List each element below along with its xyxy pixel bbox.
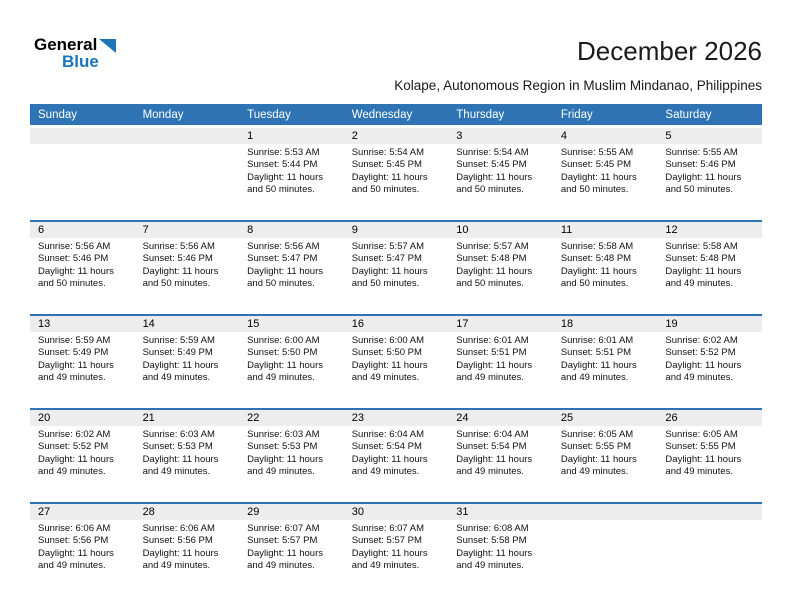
- info-line: Sunset: 5:55 PM: [560, 441, 632, 453]
- info-line: and 50 minutes.: [665, 184, 734, 196]
- weekday-header-wednesday: Wednesday: [351, 108, 413, 121]
- day-info: [135, 426, 240, 479]
- weekday-header-sunday: Sunday: [38, 108, 78, 121]
- info-line: Sunset: 5:48 PM: [560, 253, 632, 265]
- info-line: Sunset: 5:51 PM: [560, 347, 632, 359]
- day-number: 3: [448, 128, 553, 144]
- info-line: and 49 minutes.: [560, 372, 629, 384]
- info-line: and 49 minutes.: [38, 466, 106, 478]
- day-cell-empty: [135, 128, 240, 220]
- day-cell-31: [448, 504, 553, 596]
- day-cell-23: [344, 410, 449, 502]
- weekday-header-row: [30, 104, 762, 125]
- info-line: Sunset: 5:47 PM: [247, 253, 318, 265]
- day-info: [553, 238, 658, 291]
- day-info: [239, 144, 344, 197]
- day-info: [553, 144, 658, 197]
- info-line: Sunset: 5:57 PM: [247, 535, 318, 547]
- info-line: Sunrise: 5:54 AM: [351, 147, 425, 158]
- info-line: and 50 minutes.: [38, 278, 106, 290]
- day-info: [657, 332, 762, 385]
- info-line: Daylight: 11 hours: [142, 547, 219, 559]
- info-line: Sunset: 5:53 PM: [142, 441, 213, 453]
- day-number: 17: [448, 316, 553, 332]
- info-line: Daylight: 11 hours: [247, 265, 324, 277]
- day-number: 8: [239, 222, 344, 238]
- day-number: 11: [553, 222, 658, 238]
- info-line: Daylight: 11 hours: [247, 453, 324, 465]
- day-info: [553, 520, 658, 523]
- info-line: and 50 minutes.: [142, 278, 211, 290]
- day-info: [30, 144, 135, 147]
- info-line: Daylight: 11 hours: [456, 359, 533, 371]
- day-number: 6: [30, 222, 135, 238]
- day-number: 9: [344, 222, 449, 238]
- day-cell-26: [657, 410, 762, 502]
- day-info: [135, 520, 240, 573]
- info-line: Daylight: 11 hours: [38, 453, 114, 465]
- day-info: [553, 426, 658, 479]
- info-line: Sunrise: 6:08 AM: [456, 523, 529, 534]
- day-info: [239, 238, 344, 291]
- day-info: [553, 332, 658, 385]
- info-line: and 49 minutes.: [560, 466, 629, 478]
- info-line: Sunrise: 5:57 AM: [456, 241, 529, 252]
- day-cell-13: [30, 316, 135, 408]
- info-line: Sunset: 5:49 PM: [38, 347, 109, 359]
- info-line: Daylight: 11 hours: [560, 359, 637, 371]
- day-info: [239, 426, 344, 479]
- day-info: [135, 144, 240, 147]
- weekday-header-monday: Monday: [142, 108, 184, 121]
- day-cell-empty: [553, 504, 658, 596]
- week-row-3: [30, 314, 762, 408]
- day-number: [135, 128, 240, 144]
- info-line: Sunset: 5:52 PM: [38, 441, 109, 453]
- info-line: Daylight: 11 hours: [351, 265, 428, 277]
- info-line: Sunrise: 5:58 AM: [560, 241, 634, 252]
- info-line: Daylight: 11 hours: [247, 359, 324, 371]
- info-line: and 50 minutes.: [456, 278, 524, 290]
- day-number: [30, 128, 135, 144]
- day-cell-17: [448, 316, 553, 408]
- day-info: [448, 238, 553, 291]
- info-line: Daylight: 11 hours: [38, 359, 114, 371]
- info-line: Sunrise: 6:01 AM: [456, 335, 529, 346]
- day-cell-25: [553, 410, 658, 502]
- info-line: and 49 minutes.: [456, 372, 524, 384]
- day-info: [448, 144, 553, 197]
- day-info: [657, 238, 762, 291]
- week-row-1: [30, 128, 762, 220]
- day-number: 26: [657, 410, 762, 426]
- day-number: 1: [239, 128, 344, 144]
- day-number: 25: [553, 410, 658, 426]
- info-line: Sunset: 5:49 PM: [142, 347, 213, 359]
- weekday-header-thursday: Thursday: [456, 108, 505, 121]
- info-line: Sunrise: 6:04 AM: [456, 429, 529, 440]
- info-line: and 49 minutes.: [351, 372, 420, 384]
- day-cell-1: [239, 128, 344, 220]
- info-line: Sunrise: 5:54 AM: [456, 147, 529, 158]
- day-info: [239, 332, 344, 385]
- info-line: and 50 minutes.: [351, 278, 420, 290]
- logo-text-general: General: [34, 35, 98, 54]
- info-line: and 49 minutes.: [38, 560, 106, 572]
- info-line: Sunrise: 5:59 AM: [142, 335, 215, 346]
- day-info: [30, 426, 135, 479]
- day-number: 7: [135, 222, 240, 238]
- day-cell-12: [657, 222, 762, 314]
- info-line: Daylight: 11 hours: [142, 359, 219, 371]
- day-number: 29: [239, 504, 344, 520]
- day-info: [657, 144, 762, 197]
- info-line: Daylight: 11 hours: [665, 171, 742, 183]
- day-info: [30, 520, 135, 573]
- day-cell-9: [344, 222, 449, 314]
- info-line: Daylight: 11 hours: [560, 171, 637, 183]
- day-number: 27: [30, 504, 135, 520]
- day-cell-19: [657, 316, 762, 408]
- week-row-2: [30, 220, 762, 314]
- day-number: 10: [448, 222, 553, 238]
- day-number: 21: [135, 410, 240, 426]
- day-cell-11: [553, 222, 658, 314]
- weekday-header-saturday: Saturday: [665, 108, 712, 121]
- info-line: Daylight: 11 hours: [665, 453, 742, 465]
- page-subtitle: Kolape, Autonomous Region in Muslim Mindanao, Philippines: [394, 78, 762, 93]
- day-info: [30, 238, 135, 291]
- info-line: Sunrise: 6:00 AM: [351, 335, 425, 346]
- info-line: Sunrise: 6:01 AM: [560, 335, 634, 346]
- week-row-5: [30, 502, 762, 596]
- calendar-table: [30, 104, 762, 596]
- info-line: Sunrise: 6:04 AM: [351, 429, 425, 440]
- day-info: [657, 426, 762, 479]
- info-line: Daylight: 11 hours: [351, 171, 428, 183]
- day-cell-28: [135, 504, 240, 596]
- info-line: Sunrise: 6:05 AM: [560, 429, 634, 440]
- day-info: [344, 144, 449, 197]
- day-number: 31: [448, 504, 553, 520]
- info-line: Daylight: 11 hours: [38, 547, 114, 559]
- info-line: Sunrise: 5:55 AM: [665, 147, 738, 158]
- info-line: and 50 minutes.: [456, 184, 524, 196]
- day-number: 15: [239, 316, 344, 332]
- info-line: Sunset: 5:57 PM: [351, 535, 422, 547]
- info-line: Sunrise: 6:02 AM: [38, 429, 111, 440]
- info-line: Sunrise: 6:06 AM: [38, 523, 111, 534]
- calendar-weeks: [30, 128, 762, 596]
- day-info: [448, 426, 553, 479]
- day-info: [135, 238, 240, 291]
- weekday-header-friday: Friday: [560, 108, 593, 121]
- info-line: Sunset: 5:55 PM: [665, 441, 736, 453]
- info-line: and 49 minutes.: [142, 560, 211, 572]
- info-line: Sunset: 5:45 PM: [560, 159, 632, 171]
- info-line: Sunset: 5:51 PM: [456, 347, 527, 359]
- info-line: and 49 minutes.: [456, 560, 524, 572]
- day-cell-8: [239, 222, 344, 314]
- info-line: Sunrise: 6:07 AM: [351, 523, 425, 534]
- logo-triangle-icon: [99, 39, 116, 53]
- day-number: [553, 504, 658, 520]
- info-line: Sunrise: 5:56 AM: [142, 241, 215, 252]
- day-number: 18: [553, 316, 658, 332]
- info-line: and 49 minutes.: [142, 372, 211, 384]
- info-line: and 49 minutes.: [665, 278, 734, 290]
- info-line: Sunset: 5:48 PM: [456, 253, 527, 265]
- info-line: Sunset: 5:50 PM: [351, 347, 422, 359]
- page-title: December 2026: [577, 36, 762, 66]
- day-cell-4: [553, 128, 658, 220]
- info-line: Daylight: 11 hours: [665, 265, 742, 277]
- day-info: [344, 520, 449, 573]
- weekday-header-tuesday: Tuesday: [247, 108, 291, 121]
- day-number: 23: [344, 410, 449, 426]
- info-line: and 49 minutes.: [351, 466, 420, 478]
- info-line: Daylight: 11 hours: [456, 547, 533, 559]
- info-line: Daylight: 11 hours: [665, 359, 742, 371]
- day-info: [657, 520, 762, 523]
- day-cell-21: [135, 410, 240, 502]
- info-line: Sunset: 5:46 PM: [142, 253, 213, 265]
- info-line: and 49 minutes.: [665, 466, 734, 478]
- info-line: and 49 minutes.: [38, 372, 106, 384]
- day-cell-10: [448, 222, 553, 314]
- generalblue-logo: [34, 36, 116, 70]
- info-line: Sunset: 5:46 PM: [38, 253, 109, 265]
- info-line: Daylight: 11 hours: [560, 453, 637, 465]
- info-line: Sunset: 5:52 PM: [665, 347, 736, 359]
- info-line: Sunrise: 6:02 AM: [665, 335, 738, 346]
- day-cell-6: [30, 222, 135, 314]
- day-info: [448, 332, 553, 385]
- day-cell-7: [135, 222, 240, 314]
- info-line: and 50 minutes.: [560, 278, 629, 290]
- day-cell-14: [135, 316, 240, 408]
- info-line: Daylight: 11 hours: [351, 453, 428, 465]
- info-line: and 50 minutes.: [247, 278, 315, 290]
- day-info: [344, 426, 449, 479]
- day-cell-27: [30, 504, 135, 596]
- day-number: 4: [553, 128, 658, 144]
- info-line: Sunset: 5:50 PM: [247, 347, 318, 359]
- day-cell-24: [448, 410, 553, 502]
- day-cell-15: [239, 316, 344, 408]
- info-line: Sunrise: 6:06 AM: [142, 523, 215, 534]
- info-line: Sunset: 5:44 PM: [247, 159, 318, 171]
- info-line: and 49 minutes.: [247, 466, 315, 478]
- day-number: 14: [135, 316, 240, 332]
- info-line: Sunset: 5:58 PM: [456, 535, 527, 547]
- info-line: Sunset: 5:45 PM: [456, 159, 527, 171]
- info-line: Sunrise: 5:55 AM: [560, 147, 634, 158]
- info-line: Sunset: 5:47 PM: [351, 253, 422, 265]
- info-line: Sunset: 5:54 PM: [456, 441, 527, 453]
- info-line: and 50 minutes.: [351, 184, 420, 196]
- info-line: and 49 minutes.: [351, 560, 420, 572]
- day-number: [657, 504, 762, 520]
- info-line: Sunrise: 5:59 AM: [38, 335, 111, 346]
- info-line: and 49 minutes.: [456, 466, 524, 478]
- day-cell-3: [448, 128, 553, 220]
- day-info: [135, 332, 240, 385]
- day-info: [30, 332, 135, 385]
- info-line: Daylight: 11 hours: [142, 453, 219, 465]
- day-number: 19: [657, 316, 762, 332]
- info-line: Sunrise: 5:57 AM: [351, 241, 425, 252]
- info-line: Sunset: 5:56 PM: [38, 535, 109, 547]
- info-line: Sunrise: 6:03 AM: [247, 429, 320, 440]
- info-line: Sunrise: 5:58 AM: [665, 241, 738, 252]
- day-number: 12: [657, 222, 762, 238]
- info-line: Daylight: 11 hours: [142, 265, 219, 277]
- day-cell-empty: [30, 128, 135, 220]
- day-number: 16: [344, 316, 449, 332]
- day-info: [448, 520, 553, 573]
- info-line: Sunrise: 6:00 AM: [247, 335, 320, 346]
- info-line: and 49 minutes.: [665, 372, 734, 384]
- info-line: Sunset: 5:56 PM: [142, 535, 213, 547]
- day-number: 5: [657, 128, 762, 144]
- day-cell-20: [30, 410, 135, 502]
- week-row-4: [30, 408, 762, 502]
- day-number: 20: [30, 410, 135, 426]
- info-line: Sunset: 5:45 PM: [351, 159, 422, 171]
- info-line: Sunset: 5:53 PM: [247, 441, 318, 453]
- info-line: Daylight: 11 hours: [560, 265, 637, 277]
- day-info: [239, 520, 344, 573]
- info-line: Daylight: 11 hours: [247, 547, 324, 559]
- info-line: Sunrise: 6:07 AM: [247, 523, 320, 534]
- day-cell-5: [657, 128, 762, 220]
- day-number: 22: [239, 410, 344, 426]
- info-line: Sunset: 5:54 PM: [351, 441, 422, 453]
- info-line: Daylight: 11 hours: [456, 453, 533, 465]
- info-line: and 49 minutes.: [247, 372, 315, 384]
- info-line: Sunrise: 5:56 AM: [38, 241, 111, 252]
- day-cell-16: [344, 316, 449, 408]
- info-line: Sunrise: 6:03 AM: [142, 429, 215, 440]
- info-line: Sunset: 5:46 PM: [665, 159, 736, 171]
- info-line: Daylight: 11 hours: [456, 265, 533, 277]
- info-line: and 49 minutes.: [142, 466, 211, 478]
- day-number: 24: [448, 410, 553, 426]
- info-line: Daylight: 11 hours: [351, 547, 428, 559]
- day-cell-22: [239, 410, 344, 502]
- day-cell-2: [344, 128, 449, 220]
- info-line: Daylight: 11 hours: [351, 359, 428, 371]
- day-cell-29: [239, 504, 344, 596]
- day-info: [344, 332, 449, 385]
- info-line: Sunrise: 5:56 AM: [247, 241, 320, 252]
- info-line: Daylight: 11 hours: [247, 171, 324, 183]
- info-line: and 50 minutes.: [247, 184, 315, 196]
- info-line: and 50 minutes.: [560, 184, 629, 196]
- info-line: and 49 minutes.: [247, 560, 315, 572]
- day-number: 28: [135, 504, 240, 520]
- info-line: Daylight: 11 hours: [456, 171, 533, 183]
- info-line: Daylight: 11 hours: [38, 265, 114, 277]
- logo-text-blue: Blue: [62, 52, 99, 71]
- day-number: 13: [30, 316, 135, 332]
- day-number: 2: [344, 128, 449, 144]
- day-number: 30: [344, 504, 449, 520]
- info-line: Sunrise: 5:53 AM: [247, 147, 320, 158]
- day-cell-30: [344, 504, 449, 596]
- day-info: [344, 238, 449, 291]
- day-cell-empty: [657, 504, 762, 596]
- day-cell-18: [553, 316, 658, 408]
- info-line: Sunset: 5:48 PM: [665, 253, 736, 265]
- info-line: Sunrise: 6:05 AM: [665, 429, 738, 440]
